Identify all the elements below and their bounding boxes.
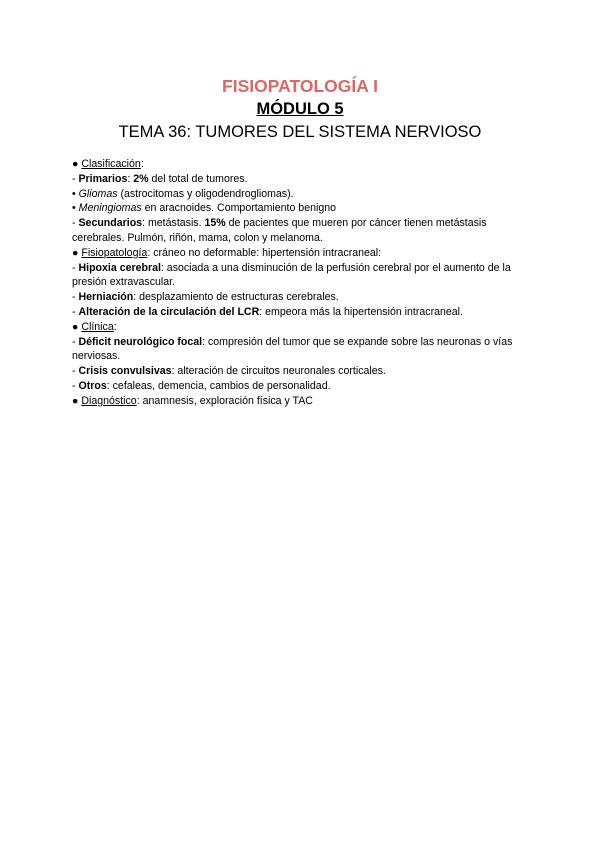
item-otros [72, 379, 532, 394]
item-label: Alteración de la circulación del LCR [78, 305, 260, 318]
dash: - [72, 291, 79, 304]
section-clasificacion [72, 157, 532, 172]
dash: - [72, 379, 79, 392]
section-text: : cráneo no deformable: hipertensión intracraneal: [147, 246, 382, 259]
dash: - [72, 261, 79, 274]
item-hipoxia [72, 261, 532, 291]
item-crisis [72, 364, 532, 379]
section-diagnostico [72, 394, 532, 409]
item-percentage: 2% [133, 172, 149, 185]
module-heading: MÓDULO 5 [256, 100, 344, 118]
item-herniacion [72, 290, 532, 305]
section-text: : anamnesis, exploración física y TAC [136, 394, 313, 407]
item-text: : empeora más la hipertensión intracraneal. [259, 305, 463, 318]
dash: - [72, 217, 79, 230]
topic-heading: TEMA 36: TUMORES DEL SISTEMA NERVIOSO [118, 123, 482, 141]
document-title: FISIOPATOLOGÍA I [222, 76, 378, 96]
bullet: • [72, 187, 79, 200]
item-deficit [72, 335, 532, 365]
section-label: Fisiopatología [81, 246, 148, 259]
bullet: ● [72, 394, 82, 407]
item-text: de pacientes que mueren por cáncer tienen metástasis cerebrales. Pulmón, riñón, mama, colon y melanoma. [72, 217, 487, 244]
item-meningiomas [72, 201, 532, 216]
bullet: ● [72, 158, 82, 170]
bullet: • [72, 202, 79, 215]
section-fisiopatologia [72, 246, 532, 261]
item-secundarios [72, 216, 532, 246]
item-label: Gliomas [78, 187, 118, 200]
item-text: del total de tumores. [148, 172, 248, 185]
item-text: : cefaleas, demencia, cambios de personalidad. [106, 379, 331, 392]
section-suffix: : [140, 158, 144, 170]
item-text: : compresión del tumor que se expande sobre las neuronas o vías nerviosas. [72, 335, 513, 363]
dash: - [72, 365, 79, 378]
dash: - [72, 305, 79, 318]
item-label: Déficit neurológico focal [78, 335, 203, 348]
section-label: Clasificación [81, 158, 141, 170]
item-text: : asociada a una disminución de la perfusión cerebral por el aumento de la presión extravascular. [72, 261, 511, 289]
item-label: Secundarios [78, 217, 143, 230]
dash: - [72, 335, 79, 348]
item-primarios [72, 172, 532, 187]
item-text: : desplazamiento de estructuras cerebrales. [133, 291, 339, 304]
section-suffix: : [113, 320, 117, 333]
item-gliomas [72, 187, 532, 202]
item-label: Hipoxia cerebral [78, 261, 161, 274]
item-text: : alteración de circuitos neuronales corticales. [171, 365, 386, 378]
item-text: en aracnoides. Comportamiento benigno [141, 202, 337, 215]
item-alteracion-lcr [72, 305, 532, 320]
section-clinica [72, 320, 532, 335]
dash: - [72, 172, 79, 185]
item-text: : metástasis. [142, 217, 205, 230]
item-label: Primarios [78, 172, 128, 185]
section-label: Clínica [81, 320, 114, 333]
bullet: ● [72, 320, 82, 333]
item-label: Crisis convulsivas [78, 365, 172, 378]
item-text: : [127, 172, 134, 185]
item-label: Otros [78, 379, 107, 392]
item-text: (astrocitomas y oligodendrogliomas). [117, 187, 294, 200]
bullet: ● [72, 246, 82, 259]
section-label: Diagnóstico [81, 394, 137, 407]
document-body [72, 157, 532, 409]
item-label: Herniación [78, 291, 134, 304]
item-label: Meningiomas [78, 202, 142, 215]
item-percentage: 15% [204, 217, 226, 230]
